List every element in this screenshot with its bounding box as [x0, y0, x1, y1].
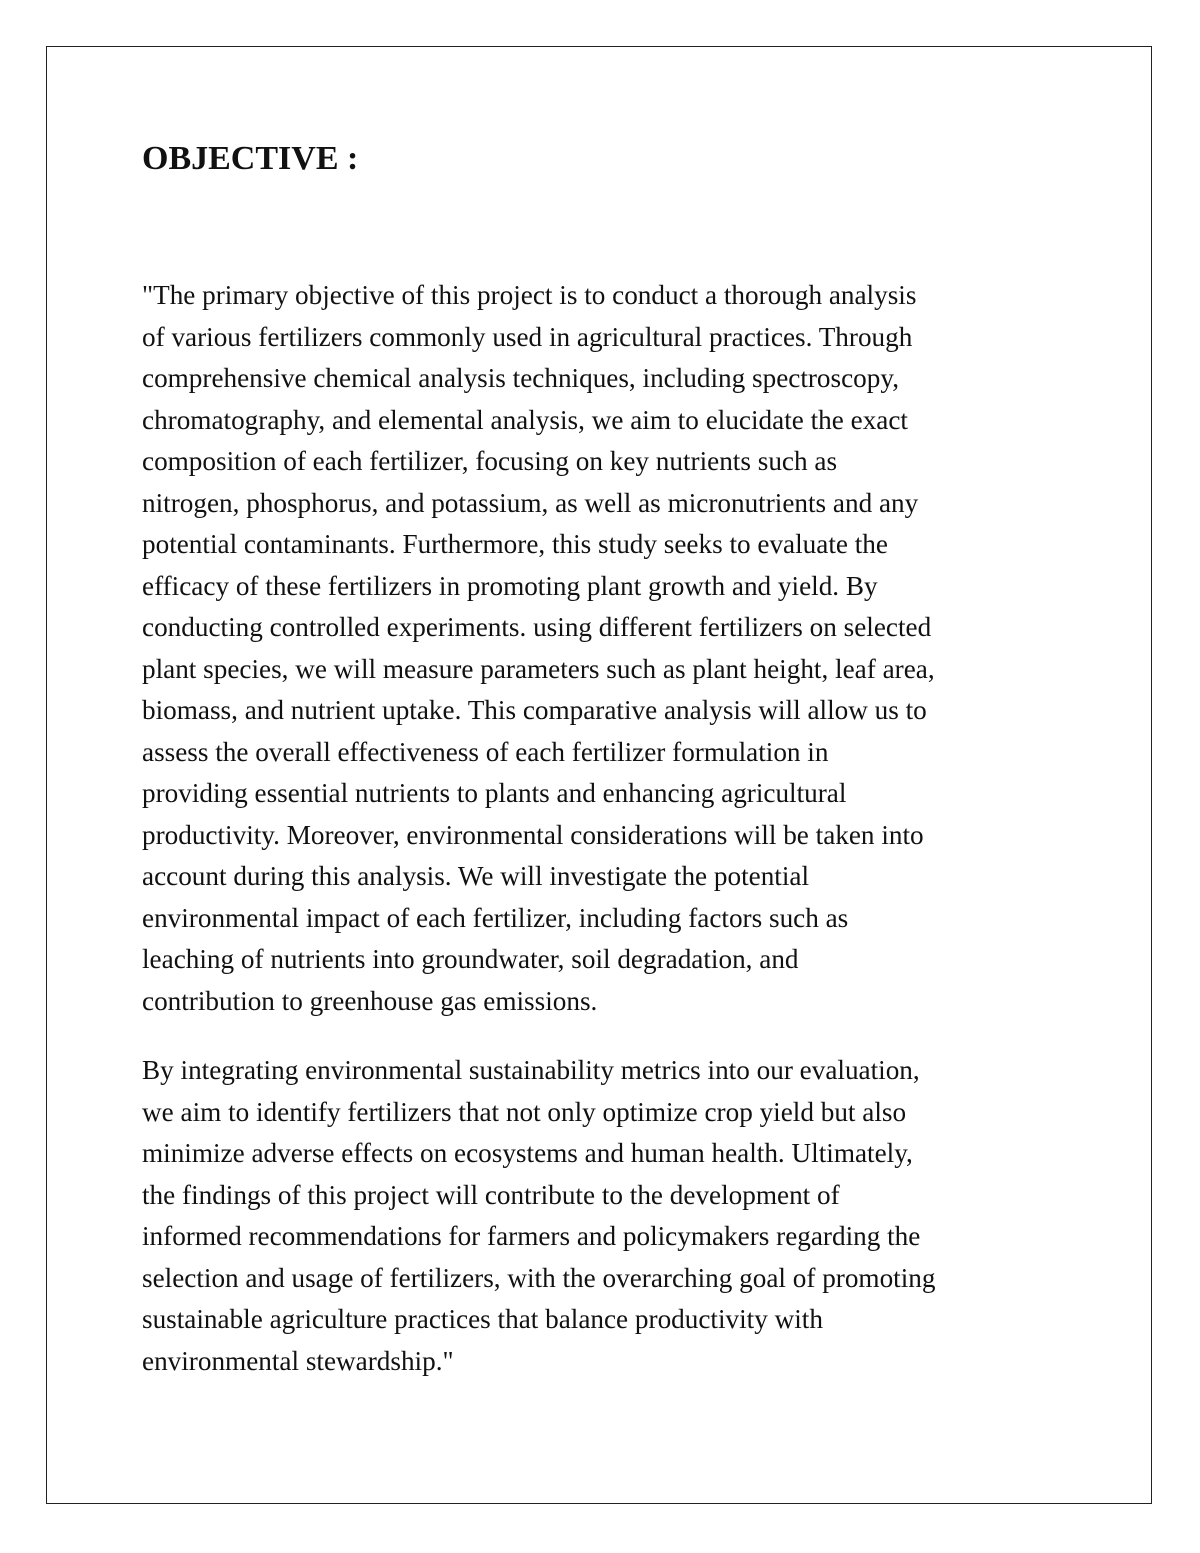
paragraph-line: conducting controlled experiments. using different fertilizers on selected: [142, 612, 932, 642]
paragraph-line: comprehensive chemical analysis techniques, including spectroscopy,: [142, 363, 899, 393]
paragraph-line: "The primary objective of this project is to conduct a thorough analysis: [142, 280, 917, 310]
paragraph-line: contribution to greenhouse gas emissions.: [142, 985, 598, 1016]
paragraph-line: chromatography, and elemental analysis, we aim to elucidate the exact: [142, 404, 908, 435]
paragraph-1: [142, 275, 1072, 1022]
paragraph-2: [142, 1050, 1072, 1382]
page-heading: OBJECTIVE :: [142, 140, 359, 177]
paragraph-line: plant species, we will measure parameters such as plant height, leaf area,: [142, 653, 935, 684]
paragraph-line: informed recommendations for farmers and policymakers regarding the: [142, 1221, 921, 1251]
paragraph-line: the findings of this project will contribute to the development of: [142, 1179, 840, 1210]
paragraph-line: productivity. Moreover, environmental considerations will be taken into: [142, 819, 924, 850]
paragraph-line: nitrogen, phosphorus, and potassium, as well as micronutrients and any: [142, 487, 919, 518]
paragraph-line: sustainable agriculture practices that balance productivity with: [142, 1304, 823, 1334]
paragraph-line: composition of each fertilizer, focusing on key nutrients such as: [142, 446, 838, 476]
paragraph-line: efficacy of these fertilizers in promoting plant growth and yield. By: [142, 570, 878, 601]
paragraph-line: account during this analysis. We will investigate the potential: [142, 861, 810, 891]
paragraph-line: leaching of nutrients into groundwater, soil degradation, and: [142, 944, 799, 974]
paragraph-line: we aim to identify fertilizers that not only optimize crop yield but also: [142, 1096, 907, 1127]
paragraph-line: environmental impact of each fertilizer, including factors such as: [142, 902, 849, 933]
paragraph-line: minimize adverse effects on ecosystems and human health. Ultimately,: [142, 1138, 913, 1168]
paragraph-line: potential contaminants. Furthermore, this study seeks to evaluate the: [142, 529, 888, 559]
paragraph-line: assess the overall effectiveness of each fertilizer formulation in: [142, 736, 829, 767]
paragraph-line: biomass, and nutrient uptake. This comparative analysis will allow us to: [142, 695, 927, 725]
paragraph-line: providing essential nutrients to plants and enhancing agricultural: [142, 778, 847, 808]
paragraph-line: selection and usage of fertilizers, with the overarching goal of promoting: [142, 1262, 936, 1293]
paragraph-line: By integrating environmental sustainability metrics into our evaluation,: [142, 1055, 920, 1085]
paragraph-line: of various fertilizers commonly used in agricultural practices. Through: [142, 321, 913, 352]
paragraph-line: environmental stewardship.": [142, 1345, 454, 1376]
